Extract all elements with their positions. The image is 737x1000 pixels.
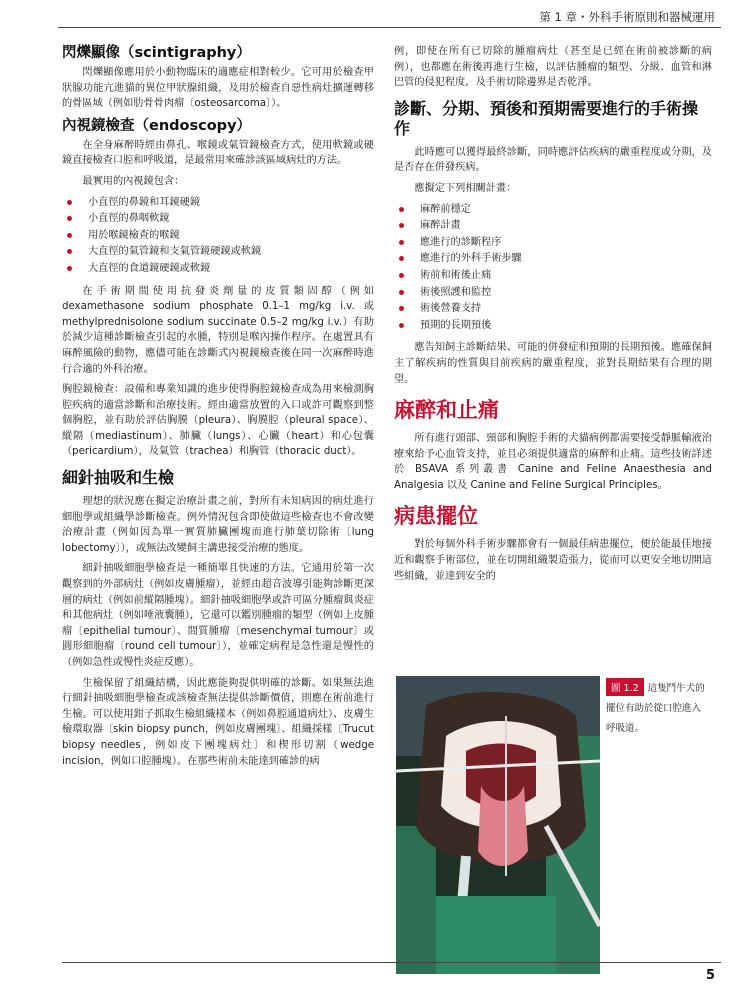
positioning-paragraph: 對於每個外科手術步驟都會有一個最佳病患擺位，便於能最佳地接近和觀察手術部位，並在切開組織製造張力，從而可以更安全地切開這些組織，並達到安全的: [394, 539, 712, 582]
positioning-heading: 病患擺位: [394, 504, 478, 529]
footer-rule: [62, 962, 721, 963]
header-rule: [58, 27, 721, 28]
scintigraphy-heading: 閃爍顯像（scintigraphy）: [62, 45, 251, 61]
bullet-icon: [399, 323, 404, 328]
bullet-icon: [399, 223, 404, 228]
list-item: 小直徑的鼻咽軟鏡: [62, 211, 374, 228]
anaesthesia-heading: 麻醉和止痛: [394, 398, 499, 423]
bullet-icon: [399, 207, 404, 212]
bulldog-positioning-photo: [396, 676, 600, 974]
list-item: 預期的長期預後: [394, 318, 712, 335]
right-column: [394, 44, 712, 589]
list-item: 大直徑的氣管鏡和支氣管鏡硬鏡或軟鏡: [62, 244, 374, 261]
bullet-icon: [399, 240, 404, 245]
list-item: 小直徑的鼻鏡和耳鏡硬鏡: [62, 195, 374, 212]
running-header: [0, 0, 737, 28]
list-item: 用於喉鏡檢查的喉鏡: [62, 228, 374, 245]
list-item: 術後營養支持: [394, 301, 712, 318]
biopsy-continuation: 例，即使在所有已切除的腫瘤病灶（甚至是已經在術前被診斷的病例），也都應在術後再進行生檢，以評估腫瘤的類型、分級、血管和淋巴管的侵犯程度，及手術切除邊界是否乾淨。: [394, 46, 712, 89]
left-column: [62, 44, 374, 774]
endoscopy-heading: 內視鏡檢查（endoscopy）: [62, 117, 252, 134]
fna-paragraph-1: 理想的狀況應在擬定治療計畫之前，對所有未知病因的病灶進行細胞學或組織學診斷檢查。例外情況包含即使做這些檢查也不會改變治療計畫（例如因為單一實質肺臟團塊而進行肺葉切除術〔lung lobectomy〕），或無法改變飼主講患接受治療的態度。: [62, 496, 374, 554]
diagnosis-heading: 診斷、分期、預後和預期需要進行的手術操作: [394, 98, 699, 138]
chapter-title: 第 1 章・外科手術原則和器械運用: [539, 10, 715, 24]
list-item: 術後照護和監控: [394, 285, 712, 302]
bullet-icon: [67, 216, 72, 221]
bullet-icon: [67, 249, 72, 254]
figure-caption: [606, 676, 710, 736]
list-item: 麻醉計畫: [394, 218, 712, 235]
corticosteroid-paragraph: 在手術期間使用抗發炎劑量的皮質類固醇（例如 dexamethasone sodium phosphate 0.1–1 mg/kg i.v. 或 methylprednisolone sodium succinate 0.5–2 mg/kg i.v.）有助於減少這種診斷檢查引起的水腫，特別是喉內操作程序。在處置具有麻醉風險的動物，應儘可能在診斷式內視鏡檢查後在同一次麻醉時進行合適的外科治療。: [62, 285, 374, 375]
list-item: 大直徑的食道鏡硬鏡或軟鏡: [62, 261, 374, 278]
list-item: 應進行的外科手術步驟: [394, 251, 712, 268]
bullet-icon: [399, 273, 404, 278]
anaesthesia-paragraph: 所有進行頭部、頸部和胸腔手術的犬貓病例都需要接受靜脈輸液治療來給予心血管支持，並且必須提供適當的麻醉和止痛。這些技術詳述於 BSAVA 系列叢書 Canine and Feline Anaesthesia and Analgesia 以及 Canine and Feline Surgical Principles。: [394, 433, 712, 491]
page-number: 5: [705, 968, 715, 983]
figure-caption-text: 這隻鬥牛犬的擺位有助於從口腔進入呼吸道。: [606, 683, 705, 734]
fna-heading: 細針抽吸和生檢: [62, 468, 175, 488]
thoracoscopy-paragraph: 胸腔鏡檢查：設備和專業知識的進步使得胸腔鏡檢查成為用來檢測胸腔疾病的適當診斷和治療技術。經由適當放置的入口或許可觀察到整個胸腔，並有助於評估胸膜（pleura）、胸膜腔（pleural space）、縱隔（mediastinum）、肺臟（lungs）、心臟（heart）和心包囊（pericardium），及氣管（trachea）和胸管（thoracic duct）。: [62, 384, 374, 458]
figure-number-badge: 圖 1.2: [606, 678, 644, 696]
bullet-icon: [67, 233, 72, 238]
list-item: 術前和術後止痛: [394, 268, 712, 285]
plan-list: [394, 202, 712, 335]
bullet-icon: [399, 256, 404, 261]
bullet-icon: [67, 266, 72, 271]
endoscopy-list-intro: 最實用的內視鏡包含：: [82, 175, 185, 187]
list-item: 麻醉前穩定: [394, 202, 712, 219]
plan-list-intro: 應擬定下列相關計畫：: [414, 182, 517, 194]
endoscope-list: [62, 195, 374, 278]
prognosis-paragraph: 應告知飼主診斷結果、可能的併發症和預期的長期預後。應確保飼主了解疾病的性質與目前疾病的嚴重程度，並對長期結果有合理的期望。: [394, 342, 712, 385]
fna-paragraph-2: 細針抽吸細胞學檢查是一種簡單且快速的方法。它通用於第一次觀察到的外部病灶（例如皮膚腫瘤），並經由超音波導引能夠診斷更深層的病灶（例如前縱隔腫塊）。細針抽吸細胞學或許可區分腫瘤與炎症和其他病灶（例如唾液囊腫），它還可以鑑別腫瘤的類型（例如上皮腫瘤〔epithelial tumour〕、間質腫瘤〔mesenchymal tumour〕或圓形細胞瘤〔round cell tumour〕），並確定病程是急性還是慢性的（例如急性或慢性炎症反應）。: [62, 563, 374, 668]
bullet-icon: [399, 290, 404, 295]
fna-paragraph-3: 生檢保留了組織結構，因此應能夠提供明確的診斷。如果無法進行細針抽吸細胞學檢查或該檢查無法提供診斷價值，則應在術前進行生檢。可以使用鉗子抓取生檢組織樣本（例如鼻腔通道病灶）、皮膚生檢環取器〔skin biopsy punch，例如皮膚團塊〕、組織採樣〔Trucut biopsy needles，例如皮下團塊病灶〕和楔形切割（wedge incision，例如口腔腫塊）。在那些術前未能達到確診的病: [62, 677, 374, 767]
scintigraphy-paragraph: 閃爍顯像應用於小動物臨床的適應症相對較少。它可用於檢查甲狀腺功能亢進貓的異位甲狀腺組織，及用於檢查自惡性病灶擴運轉移的骨區域（例如肋骨骨肉瘤〔osteosarcoma〕）。: [62, 67, 374, 110]
list-item: 應進行的診斷程序: [394, 235, 712, 252]
bullet-icon: [399, 306, 404, 311]
diagnosis-paragraph: 此時應可以獲得最終診斷，同時應評估疾病的嚴重程度或分期，及是否存在併發疾病。: [394, 146, 712, 174]
endoscopy-paragraph: 在全身麻醉時經由鼻孔、喉鏡或氣管鏡檢查方式，使用軟鏡或硬鏡直接檢查口腔和呼吸道，是最常用來確診該區域病灶的方法。: [62, 139, 374, 167]
bullet-icon: [67, 200, 72, 205]
